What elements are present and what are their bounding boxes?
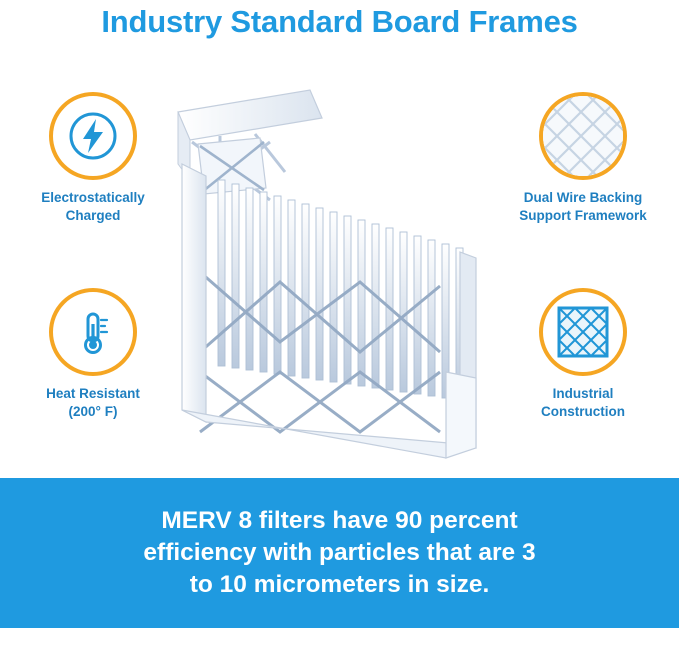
thermometer-icon: [67, 306, 119, 358]
merv-rating-banner: [0, 478, 679, 628]
feature-icon-circle: [49, 92, 137, 180]
feature-heat-resistant: [8, 288, 178, 421]
product-illustration: [160, 72, 490, 462]
feature-caption: [498, 189, 668, 225]
feature-caption: [8, 189, 178, 225]
feature-icon-circle: [539, 288, 627, 376]
feature-electrostatically-charged: [8, 92, 178, 225]
lightning-bolt-icon: [67, 110, 119, 162]
feature-caption-line1: Heat Resistant: [46, 386, 140, 401]
feature-caption: [8, 385, 178, 421]
feature-caption-line1: Industrial: [552, 386, 614, 401]
banner-line-3: to 10 micrometers in size.: [189, 571, 490, 599]
grid-frame-icon: [555, 304, 611, 360]
feature-icon-circle: [49, 288, 137, 376]
banner-text: [115, 505, 563, 602]
feature-caption-line1: Electrostatically: [41, 190, 145, 205]
wire-mesh-icon: [541, 94, 625, 178]
feature-dual-wire-backing: [498, 92, 668, 225]
feature-caption: [498, 385, 668, 421]
feature-industrial-construction: [498, 288, 668, 421]
banner-line-1: MERV 8 filters have 90 percent: [161, 506, 518, 534]
banner-line-2: efficiency with particles that are 3: [143, 538, 536, 566]
feature-caption-line2: Construction: [541, 404, 625, 420]
page-title: Industry Standard Board Frames: [101, 4, 578, 39]
feature-caption-line2: Charged: [65, 208, 121, 224]
feature-caption-line2: (200° F): [68, 404, 118, 420]
feature-caption-line1: Dual Wire Backing: [523, 190, 643, 205]
feature-icon-circle: [539, 92, 627, 180]
feature-caption-line2: Support Framework: [519, 208, 647, 224]
